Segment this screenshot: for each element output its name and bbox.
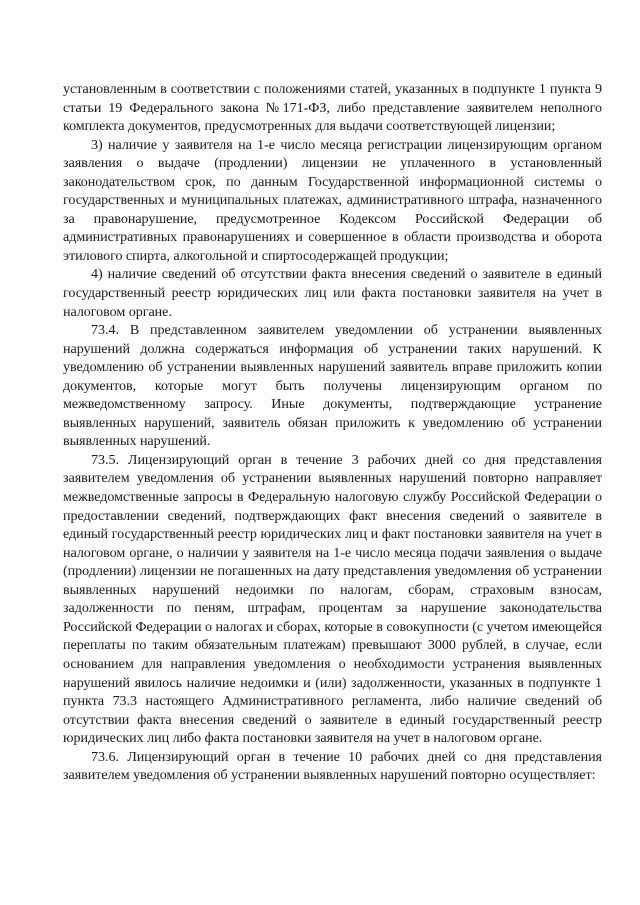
paragraph-73-6: 73.6. Лицензирующий орган в течение 10 рабочих дней со дня представления заявителем уведомления об устранении выявленных нарушений повторно осуществляет:: [63, 748, 602, 784]
paragraph-item-3: 3) наличие у заявителя на 1-е число месяца регистрации лицензирующим органом заявления о выдаче (продлении) лицензии не уплаченного в установленный законодательством срок, по данным Государственной информационной системы о государственных и муниципальных платежах, административного штрафа, назначенного за правонарушение, предусмотренное Кодексом Российской Федерации об административных правонарушениях и совершенное в области производства и оборота этилового спирта, алкогольной и спиртосодержащей продукции;: [63, 136, 602, 264]
paragraph-item-4: 4) наличие сведений об отсутствии факта внесения сведений о заявителе в единый государственный реестр юридических лиц или факта постановки заявителя на учет в налоговом органе.: [63, 266, 602, 320]
paragraph-continuation: установленным в соответствии с положениями статей, указанных в подпункте 1 пункта 9 статьи 19 Федерального закона №171-ФЗ, либо представление заявителем неполного комплекта документов, предусмотренных для выдачи соответствующей лицензии;: [63, 81, 602, 135]
paragraph-73-5: 73.5. Лицензирующий орган в течение 3 рабочих дней со дня представления заявителем уведомления об устранении выявленных нарушений повторно направляет межведомственные запросы в Федеральную налоговую службу Российской Федерации о предоставлении сведений, подтверждающих факт внесения сведений о заявителе в единый государственный реестр юридических лиц и факт постановки заявителя на учет в налоговом органе, о наличии у заявителя на 1-е число месяца подачи заявления о выдаче (продлении) лицензии не погашенных на дату представления уведомления об устранении выявленных нарушений недоимки по налогам, сборам, страховым взносам, задолженности по пеням, штрафам, процентам за нарушение законодательства Российской Федерации о налогах и сборах, которые в совокупности (с учетом имеющейся переплаты по таким обязательным платежам) превышают 3000 рублей, в случае, если основанием для направления уведомления о необходимости устранения выявленных нарушений явилось наличие недоимки и (или) задолженности, указанных в подпункте 1 пункта 73.3 настоящего Административного регламента, либо наличие сведений об отсутствии факта внесения сведений о заявителе в единый государственный реестр юридических лиц либо факта постановки заявителя на учет в налоговом органе.: [63, 451, 602, 747]
paragraph-73-4: 73.4. В представленном заявителем уведомлении об устранении выявленных нарушений должна содержаться информация об устранении таких нарушений. К уведомлению об устранении выявленных нарушений заявитель вправе приложить копии документов, которые могут быть получены лицензирующим органом по межведомственному запросу. Иные документы, подтверждающие устранение выявленных нарушений, заявитель обязан приложить к уведомлению об устранении выявленных нарушений.: [63, 322, 602, 450]
